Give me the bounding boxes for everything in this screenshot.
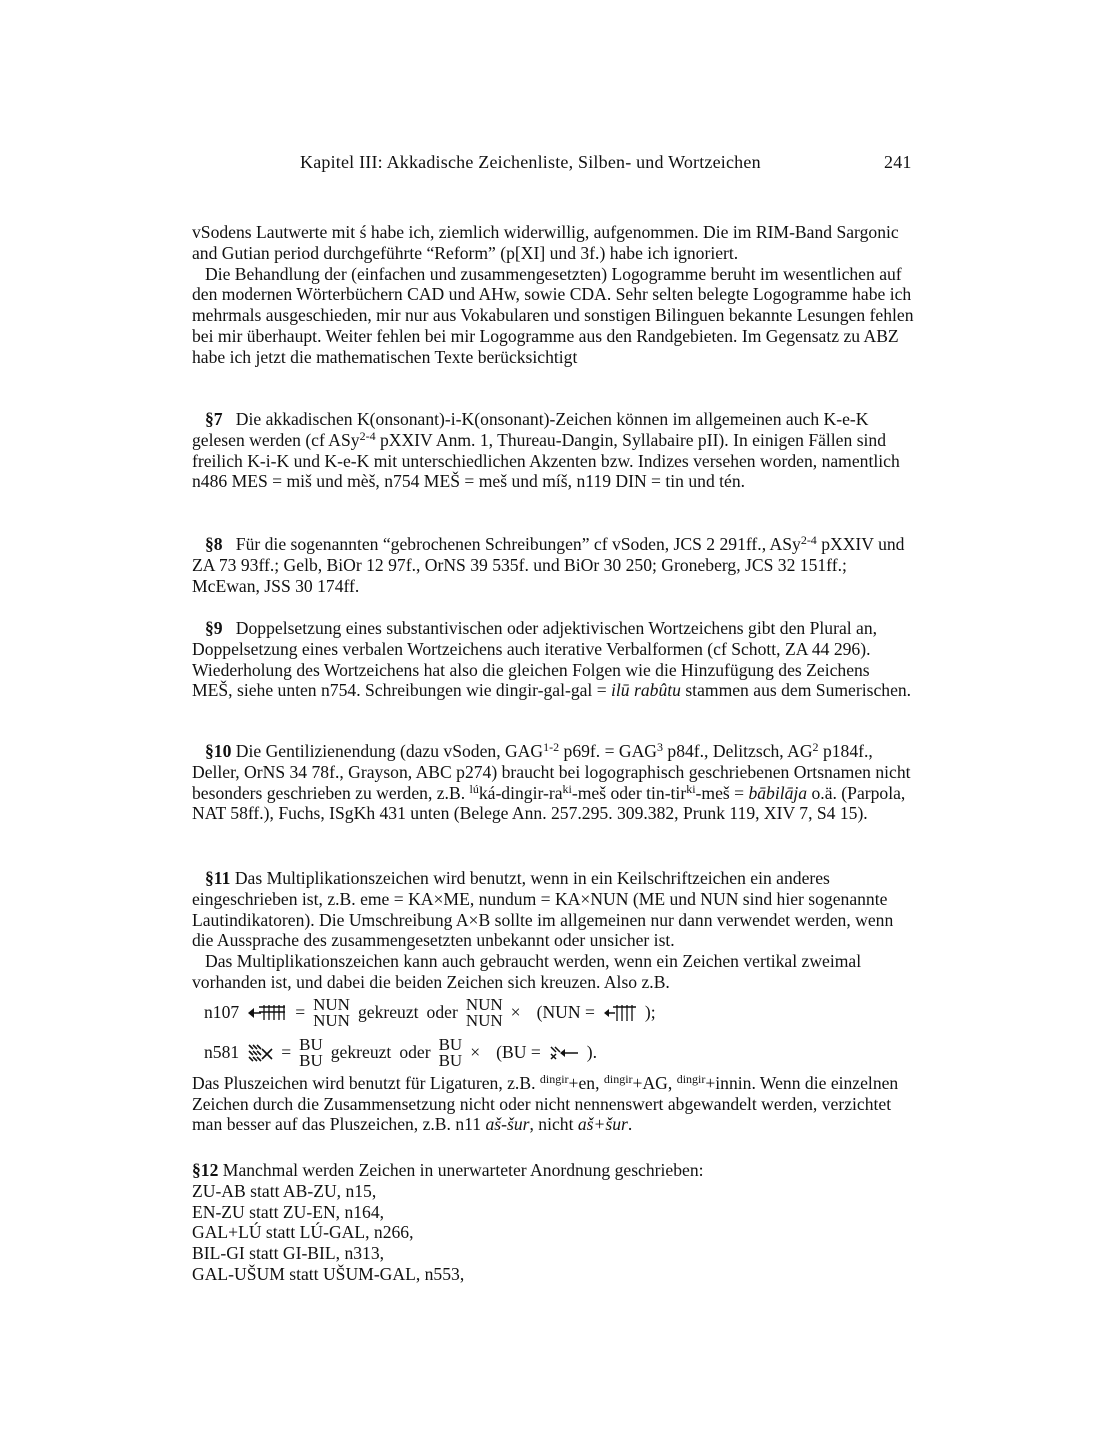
intro-section	[192, 222, 914, 368]
section-number: §7	[205, 409, 223, 429]
section-number: §10	[205, 741, 232, 761]
section-11-paragraph-1	[192, 868, 914, 951]
text-run: Die Gentilizienendung (dazu vSoden, GAG	[235, 741, 544, 761]
text-run: pXXIV und ZA 73 93ff.; Gelb, BiOr 12 97f., OrNS 39 535f. und BiOr 30 250; Groneberg, JCS 32 151ff.; McEwan, JSS 30 174ff.	[192, 534, 905, 596]
text-run: +innin. Wenn die einzelnen Zeichen durch die Zusammensetzung nicht oder nicht nennenswert abgewandelt werden, verzichtet man besser auf das Pluszeichen, z.B. n11	[192, 1072, 899, 1135]
superscript: 2-4	[359, 428, 376, 443]
text-run: Das Multiplikationszeichen wird benutzt, wenn in ein Keilschriftzeichen ein anderes eingeschrieben ist, z.B. eme = KA×ME, nundum = KA×NUN (ME und NUN sind hier sogenannte Lautindikatoren). Die Umschreibung A×B sollte im allgemeinen nur dann verwendet werden, wenn die Aussprache des zusammengesetzten unbekannt oder unsicher ist.	[192, 868, 894, 951]
section-8	[192, 534, 914, 596]
paren-text: ).	[586, 1042, 598, 1063]
cuneiform-sign-nun-icon	[603, 1004, 637, 1022]
superscript: ki	[562, 781, 572, 796]
section-9-paragraph	[192, 618, 914, 701]
section-11-paragraph-3	[192, 1073, 914, 1135]
formula-label: n581	[204, 1042, 240, 1063]
fraction-bottom: BU	[438, 1050, 463, 1070]
paren-text: (BU =	[496, 1042, 541, 1063]
text-run: p69f. = GAG	[559, 741, 658, 761]
text-run: -meš =	[695, 782, 749, 803]
text-run: Für die sogenannten “gebrochenen Schreibungen” cf vSoden, JCS 2 291ff., ASy	[235, 534, 801, 554]
fraction-top: BU	[299, 1034, 323, 1054]
paren-text: );	[644, 1002, 656, 1023]
section-number: §8	[205, 534, 223, 554]
text-run: +AG,	[632, 1072, 677, 1093]
cuneiform-sign-n107-icon	[247, 1004, 287, 1022]
page-header	[0, 152, 1103, 180]
section-number: §9	[205, 618, 223, 638]
fraction	[438, 1034, 463, 1070]
formula-n107	[204, 993, 914, 1033]
or-word: oder	[426, 1002, 458, 1023]
fraction-top: NUN	[313, 994, 350, 1014]
or-word: oder	[399, 1042, 431, 1063]
list-item: EN-ZU statt ZU-EN, n164,	[192, 1201, 385, 1222]
fraction-bottom: BU	[299, 1050, 323, 1070]
list-item: BIL-GI statt GI-BIL, n313,	[192, 1243, 385, 1264]
times-sign: ×	[470, 1042, 481, 1063]
text-run: .	[627, 1114, 633, 1135]
superscript: 1-2	[543, 740, 560, 754]
text-run: p184f., Deller, OrNS 34 78f., Grayson, ABC p274) braucht bei logographisch geschriebenen Ortsnamen nicht besonders geschrieben zu werden, z.B.	[192, 741, 911, 803]
fraction-bottom: NUN	[465, 1010, 503, 1030]
section-12	[192, 1160, 914, 1285]
section-8-paragraph	[192, 534, 914, 596]
text-run: , nicht	[529, 1114, 578, 1135]
italic-run: ilū rabûtu	[611, 680, 681, 701]
text-run: stammen aus dem Sumerischen.	[680, 680, 912, 701]
cuneiform-sign-n581-icon	[247, 1043, 273, 1063]
section-10	[192, 741, 914, 824]
superscript: 3	[657, 740, 664, 754]
italic-run: bābilāja	[748, 782, 808, 803]
text-run: p84f., Delitzsch, AG	[663, 741, 813, 761]
superscript: lú	[469, 781, 479, 796]
section-7	[192, 409, 914, 492]
equals-sign: =	[281, 1042, 292, 1063]
list-item: GAL-UŠUM statt UŠUM-GAL, n553,	[192, 1263, 465, 1284]
text-run: o.ä. (Parpola, NAT 58ff.), Fuchs, ISgKh 431 unten (Belege Ann. 257.295. 309.382, Prunk 119, XIV 7, S4 15).	[192, 782, 906, 824]
superscript: dingir	[539, 1071, 569, 1086]
page-number: 241	[884, 152, 912, 172]
text-run: Doppelsetzung eines substantivischen oder adjektivischen Wortzeichens gibt den Plural an, Doppelsetzung eines verbalen Wortzeichens auch iterative Verbalformen (cf Schott, ZA 44 296). Wiederholung des Wortzeichens hat also die gleichen Folgen wie die Hinzufügung des Zeichens MEŠ, siehe unten n754. Schreibungen wie dingir-gal-gal =	[192, 618, 878, 701]
fraction-top: BU	[438, 1034, 463, 1054]
formula-n581	[204, 1033, 914, 1073]
superscript: 2-4	[800, 533, 817, 547]
text-run: Die akkadischen K(onsonant)-i-K(onsonant)-Zeichen können im allgemeinen auch K-e-K gelesen werden (cf ASy	[192, 409, 869, 450]
italic-run: aš+šur	[577, 1114, 628, 1135]
text-run: pXXIV Anm. 1, Thureau-Dangin, Syllabaire pII). In einigen Fällen sind freilich K-i-K und K-e-K mit unterschiedlichen Akzenten bzw. Indizes versehen worden, namentlich n486 MES = miš und mèš, n754 MEŠ = meš und míš, n119 DIN = tin und tén.	[192, 429, 900, 492]
intro-paragraph-2: Die Behandlung der (einfachen und zusammengesetzten) Logogramme beruht im wesentlichen auf den modernen Wörterbüchern CAD und AHw, sowie CDA. Sehr selten belegte Logogramme habe ich mehrmals ausgeschieden, mir nur aus Vokabularen und sonstigen Bilinguen bekannte Lesungen fehlen bei mir überhaupt. Weiter fehlen bei mir Logogramme aus den Randgebieten. Im Gegensatz zu ABZ habe ich jetzt die mathematischen Texte berücksichtigt	[192, 263, 914, 367]
text-run: -meš oder tin-tir	[571, 782, 687, 803]
fraction	[313, 994, 350, 1030]
times-sign: ×	[510, 1002, 521, 1023]
crossed-word: gekreuzt	[330, 1042, 392, 1063]
section-number: §11	[205, 868, 231, 888]
fraction	[299, 1034, 323, 1070]
formula-label: n107	[204, 1002, 240, 1023]
section-11-paragraph-2: Das Multiplikationszeichen kann auch gebraucht werden, wenn ein Zeichen vertikal zweimal vorhanden ist, und dabei die beiden Zeichen sich kreuzen. Also z.B.	[192, 951, 862, 992]
section-11	[192, 868, 914, 1135]
equals-sign: =	[295, 1002, 306, 1023]
text-run: +en,	[568, 1072, 604, 1093]
superscript: 2	[812, 740, 819, 754]
fraction	[465, 994, 503, 1030]
text-run: ká-dingir-ra	[478, 782, 563, 803]
cuneiform-sign-bu-icon	[549, 1044, 579, 1062]
superscript: dingir	[676, 1071, 706, 1086]
running-title: Kapitel III: Akkadische Zeichenliste, Silben- und Wortzeichen	[300, 152, 761, 172]
section-10-paragraph	[192, 741, 914, 824]
italic-run: aš-šur	[485, 1114, 530, 1135]
section-7-paragraph	[192, 409, 914, 492]
crossed-word: gekreuzt	[357, 1002, 419, 1023]
text-run: Manchmal werden Zeichen in unerwarteter Anordnung geschrieben:	[222, 1160, 704, 1180]
superscript: ki	[686, 781, 696, 796]
text-run: Das Pluszeichen wird benutzt für Ligaturen, z.B.	[192, 1072, 540, 1093]
fraction-bottom: NUN	[313, 1010, 350, 1030]
section-number: §12	[192, 1160, 219, 1180]
section-12-paragraph	[192, 1160, 914, 1181]
fraction-top: NUN	[465, 994, 503, 1014]
section-9	[192, 618, 914, 701]
list-item: GAL+LÚ statt LÚ-GAL, n266,	[192, 1222, 414, 1243]
paren-text: (NUN =	[536, 1002, 595, 1023]
superscript: dingir	[603, 1071, 633, 1086]
list-item: ZU-AB statt AB-ZU, n15,	[192, 1180, 377, 1201]
intro-paragraph-1: vSodens Lautwerte mit ś habe ich, ziemlich widerwillig, aufgenommen. Die im RIM-Band Sargonic and Gutian period durchgeführte “Reform” (p[XI] und 3f.) habe ich ignoriert.	[192, 222, 899, 263]
